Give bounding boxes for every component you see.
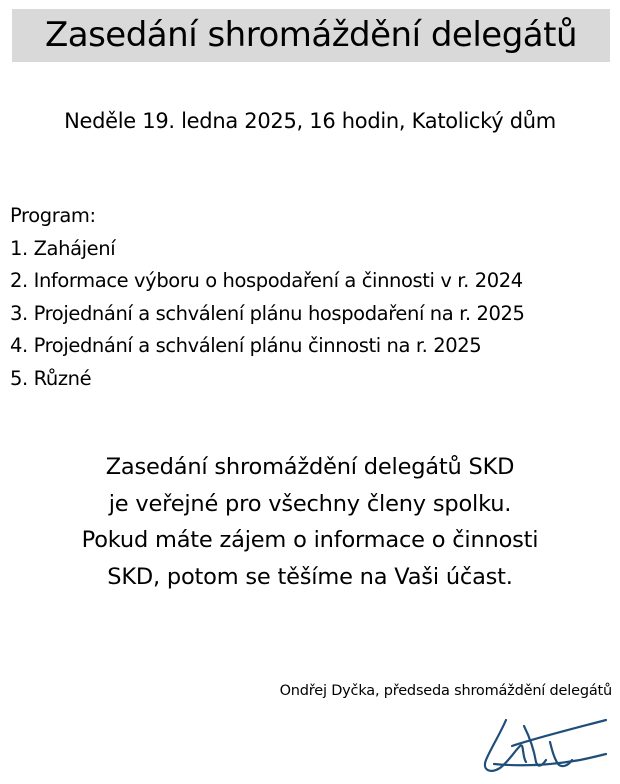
program-item: 3. Projednání a schválení plánu hospodaření na r. 2025: [10, 301, 525, 325]
program-section: [10, 200, 610, 396]
program-item: 5. Různé: [10, 366, 92, 390]
notice-line: je veřejné pro všechny členy spolku.: [108, 490, 512, 517]
program-item: 4. Projednání a schválení plánu činnosti na r. 2025: [10, 334, 482, 358]
handwritten-signature: [476, 716, 612, 776]
program-heading: Program:: [10, 204, 96, 227]
page-title: Zasedání shromáždění delegátů: [12, 9, 610, 62]
notice-line: Pokud máte zájem o informace o činnosti: [81, 527, 539, 553]
event-details: Neděle 19. ledna 2025, 16 hodin, Katolický dům: [64, 109, 556, 133]
program-item: 1. Zahájení: [10, 236, 116, 260]
program-item: 2. Informace výboru o hospodaření a činnosti v r. 2024: [10, 269, 523, 293]
notice-line: Zasedání shromáždění delegátů SKD: [105, 454, 515, 480]
public-notice: [0, 449, 620, 595]
notice-line: SKD, potom se těšíme na Vaši účast.: [107, 563, 513, 590]
signatory-name: Ondřej Dyčka, předseda shromáždění delegátů: [279, 683, 612, 699]
